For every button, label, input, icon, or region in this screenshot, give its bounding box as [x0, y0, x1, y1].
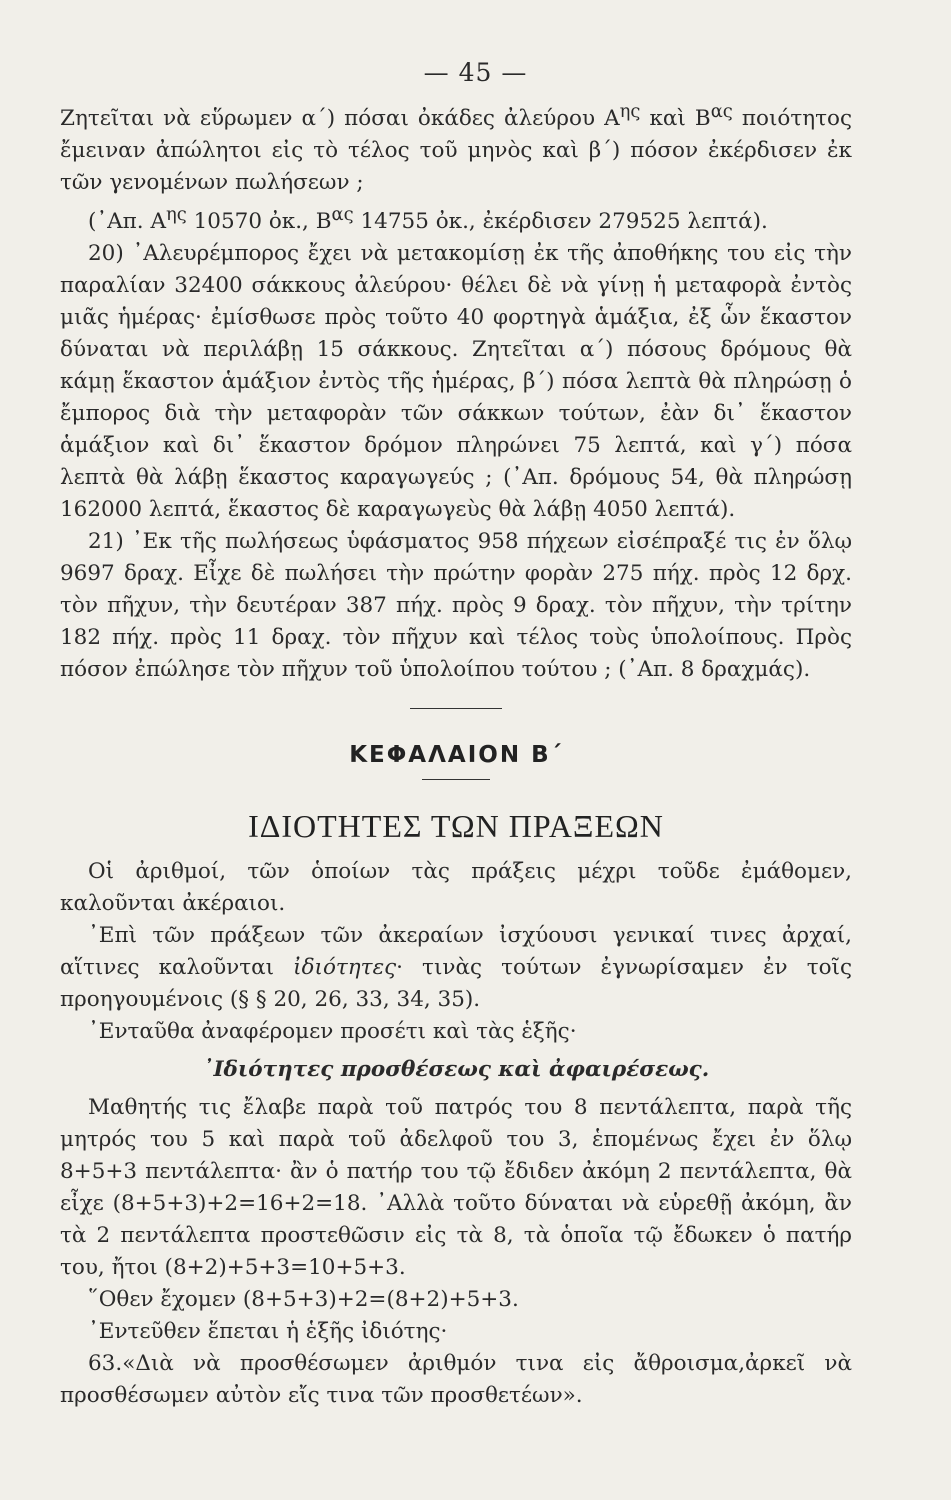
page-number: — 45 — — [423, 58, 528, 87]
section-title: ΙΔΙΟΤΗΤΕΣ ΤΩΝ ΠΡΑΞΕΩΝ — [248, 808, 664, 845]
section-divider — [410, 708, 502, 709]
paragraph: ᾿Εντεῦθεν ἕπεται ἡ ἑξῆς ἰδιότης· — [88, 1319, 448, 1345]
paragraph: Μαθητής τις ἔλαβε παρὰ τοῦ πατρός του 8 πεντάλεπτα, παρὰ τῆς μητρός του 5 καὶ παρὰ τοῦ ἀδελφοῦ του 3, ἑπομένως ἔχει ἐν ὅλῳ 8+5+3 πεντάλεπτα· ἂν ὁ πατήρ του τῷ ἔδιδεν ἀκόμη 2 πεντάλεπτα, θὰ εἶχε (8+5+3)+2=16+2=18. ᾿Αλλὰ τοῦτο δύναται νὰ εὑρεθῇ ἀκόμη, ἂν τὰ 2 πεντάλεπτα προστεθῶσιν εἰς τὰ 8, τὰ ὁποῖα τῷ ἔδωκεν ὁ πατήρ του, ἤτοι (8+2)+5+3=10+5+3. — [60, 1095, 852, 1281]
exercise-21: 21) ᾿Εκ τῆς πωλήσεως ὑφάσματος 958 πήχεων εἰσέπραξέ τις ἐν ὅλῳ 9697 δραχ. Εἶχε δὲ πωλήσει τὴν πρώτην φορὰν 275 πήχ. πρὸς 12 δρχ. τὸν πῆχυν, τὴν δευτέραν 387 πήχ. πρὸς 9 δραχ. τὸν πῆχυν, τὴν τρίτην 182 πήχ. πρὸς 11 δραχ. τὸν πῆχυν καὶ τέλος τοὺς ὑπολοίπους. Πρὸς πόσον ἐπώλησε τὸν πῆχυν τοῦ ὑπολοίπου τούτου ; (᾿Απ. 8 δραχμάς). — [60, 529, 852, 683]
paragraph: ᾿Ενταῦθα ἀναφέρομεν προσέτι καὶ τὰς ἑξῆς· — [88, 1019, 577, 1045]
rule-63: 63.«Διὰ νὰ προσθέσωμεν ἀριθμόν τινα εἰς ἄθροισμα,ἀρκεῖ νὰ προσθέσωμεν αὐτὸν εἴς τινα τῶν προσθετέων». — [60, 1351, 852, 1409]
heading-underline — [422, 779, 490, 780]
exercise-20: 20) ᾿Αλευρέμπορος ἔχει νὰ μετακομίσῃ ἐκ τῆς ἀποθήκης του εἰς τὴν παραλίαν 32400 σάκκους ἀλεύρου· θέλει δὲ νὰ γίνῃ ἡ μεταφορὰ ἐντὸς μιᾶς ἡμέρας· ἐμίσθωσε πρὸς τοῦτο 40 φορτηγὰ ἁμάξια, ἐξ ὧν ἕκαστον δύναται νὰ περιλάβῃ 15 σάκκους. Ζητεῖται α΄) πόσους δρόμους θὰ κάμῃ ἕκαστον ἁμάξιον ἐντὸς τῆς ἡμέρας, β΄) πόσα λεπτὰ θὰ πληρώσῃ ὁ ἔμπορος διὰ τὴν μεταφορὰν τῶν σάκκων τούτων, ἐὰν δι᾿ ἕκαστον ἁμάξιον καὶ δι᾿ ἕκαστον δρόμον πληρώνει 75 λεπτά, καὶ γ΄) πόσα λεπτὰ θὰ λάβῃ ἕκαστος καραγωγεύς ; (᾿Απ. δρόμους 54, θὰ πληρώσῃ 162000 λεπτά, ἕκαστος δὲ καραγωγεὺς θὰ λάβῃ 4050 λεπτά). — [60, 241, 852, 523]
subheading: ᾿Ιδιότητες προσθέσεως καὶ ἀφαιρέσεως. — [202, 1057, 710, 1083]
page-body — [60, 96, 852, 1412]
answer-paragraph: (᾿Απ. $A^{\eta\varsigma}$ 10570 ὀκ., $B^{\alpha\varsigma}$ 14755 ὀκ., ἐκέρδισεν 279525 λεπτά). — [88, 204, 768, 235]
paragraph: ᾿Επὶ τῶν πράξεων τῶν ἀκεραίων ἰσχύουσι γενικαί τινες ἀρχαί, αἵτινες καλοῦνται ἰδιότητες· τινὰς τούτων ἐγνωρίσαμεν ἐν τοῖς προηγουμένοις (§ § 20, 26, 33, 34, 35). — [60, 923, 852, 1013]
paragraph: Ζητεῖται νὰ εὕρωμεν α΄) πόσαι ὀκάδες ἀλεύρου $A^{\eta\varsigma}$ καὶ $B^{\alpha\varsigma}$ ποιότητος ἔμειναν ἀπώλητοι εἰς τὸ τέλος τοῦ μηνὸς καὶ β΄) πόσον ἐκέρδισεν ἐκ τῶν γενομένων πωλήσεων ; — [60, 101, 852, 196]
paragraph: ῞Οθεν ἔχομεν (8+5+3)+2=(8+2)+5+3. — [88, 1287, 519, 1313]
paragraph: Οἱ ἀριθμοί, τῶν ὁποίων τὰς πράξεις μέχρι τοῦδε ἐμάθομεν, καλοῦνται ἀκέραιοι. — [60, 859, 852, 917]
chapter-heading: ΚΕΦΑΛΑΙΟΝ Β΄ — [349, 742, 563, 769]
